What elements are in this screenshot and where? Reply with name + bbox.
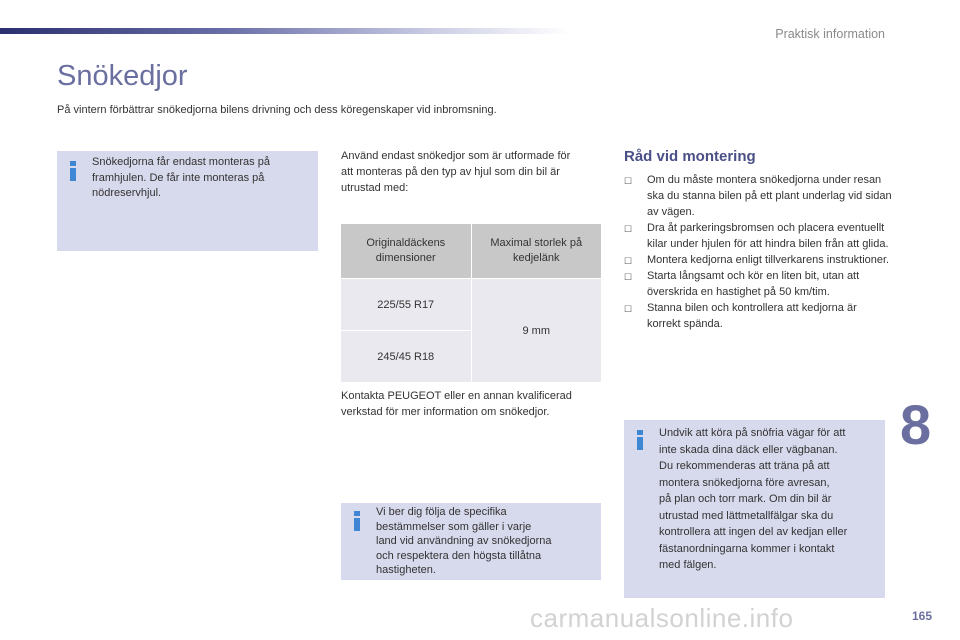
- checkbox-bullet-icon: ☐: [624, 176, 633, 186]
- advice-heading: Råd vid montering: [624, 148, 756, 165]
- usage-line: utrustad med:: [341, 182, 409, 194]
- checkbox-bullet-icon: ☐: [624, 304, 633, 314]
- usage-text: [341, 148, 606, 196]
- advice-list: [622, 172, 892, 332]
- info-line: montera snökedjorna före avresan,: [659, 476, 830, 489]
- info-line: med fälgen.: [659, 559, 717, 571]
- info-box-front-wheels: [57, 151, 318, 251]
- tyre-size-cell: 245/45 R18: [341, 331, 471, 383]
- max-link-cell: 9 mm: [471, 279, 601, 383]
- info-line: Undvik att köra på snöfria vägar för att: [659, 427, 846, 439]
- page-title: Snökedjor: [57, 60, 188, 92]
- checkbox-bullet-icon: ☐: [624, 224, 633, 234]
- info-line: och respektera den högsta tillåtna: [376, 549, 542, 562]
- info-line: fästanordningarna kommer i kontakt: [659, 542, 835, 555]
- info-line: land vid användning av snökedjorna: [376, 535, 552, 547]
- info-line: bestämmelser som gäller i varje: [376, 520, 532, 533]
- info-box-regulations: [341, 503, 601, 580]
- chapter-number: 8: [900, 393, 932, 456]
- tyre-size-cell: 225/55 R17: [341, 279, 471, 331]
- checkbox-bullet-icon: ☐: [624, 272, 633, 282]
- contact-text: [341, 388, 606, 420]
- contact-line: verkstad för mer information om snökedjor.: [341, 406, 550, 418]
- info-line: på plan och torr mark. Om din bil är: [659, 493, 832, 505]
- info-line: nödreservhjul.: [92, 187, 162, 199]
- table-header-row: [341, 224, 601, 279]
- list-item: ☐ Stanna bilen och kontrollera att kedjorna är korrekt spända.: [624, 302, 857, 330]
- table-row: [341, 279, 601, 331]
- info-line: utrustad med lättmetallfälgar ska du: [659, 509, 834, 522]
- info-line: framhjulen. De får inte monteras på: [92, 171, 265, 184]
- info-line: hastigheten.: [376, 564, 436, 576]
- info-line: Vi ber dig följa de specifika: [376, 506, 507, 518]
- list-item: ☐ Dra åt parkeringsbromsen och placera eventuellt kilar under hjulen för att hindra bilen från att glida.: [624, 222, 889, 250]
- table-header-link: Maximal storlek på kedjelänk: [471, 224, 601, 279]
- info-box-snow-free-roads: [624, 420, 885, 598]
- header-gradient-bar: [0, 28, 570, 34]
- table-header-tyre: Originaldäckens dimensioner: [341, 224, 471, 279]
- list-item: ☐ Starta långsamt och kör en liten bit, utan att överskrida en hastighet på 50 km/tim.: [624, 270, 860, 298]
- info-line: Du rekommenderas att träna på att: [659, 460, 830, 472]
- contact-line: Kontakta PEUGEOT eller en annan kvalificerad: [341, 390, 572, 402]
- info-icon: [70, 161, 76, 181]
- list-item: ☐ Om du måste montera snökedjorna under resan ska du stanna bilen på ett plant underlag vid sidan av vägen.: [624, 174, 892, 218]
- page-number: 165: [912, 609, 933, 623]
- checkbox-bullet-icon: ☐: [624, 256, 633, 266]
- info-icon: [637, 430, 643, 450]
- intro-text: På vintern förbättrar snökedjorna bilens drivning och dess köregenskaper vid inbromsning.: [57, 104, 497, 116]
- chain-size-table: [341, 224, 601, 382]
- section-label: Praktisk information: [775, 27, 885, 41]
- info-line: Snökedjorna får endast monteras på: [92, 156, 270, 168]
- usage-line: att monteras på den typ av hjul som din bil är: [341, 166, 560, 178]
- info-line: kontrollera att ingen del av kedjan eller: [659, 526, 848, 538]
- list-item: ☐ Montera kedjorna enligt tillverkarens instruktioner.: [622, 252, 892, 268]
- info-line: inte skada dina däck eller vägbanan.: [659, 443, 838, 456]
- watermark: carmanualsonline.info: [530, 603, 794, 633]
- info-icon: [354, 511, 360, 531]
- usage-line: Använd endast snökedjor som är utformade för: [341, 150, 571, 162]
